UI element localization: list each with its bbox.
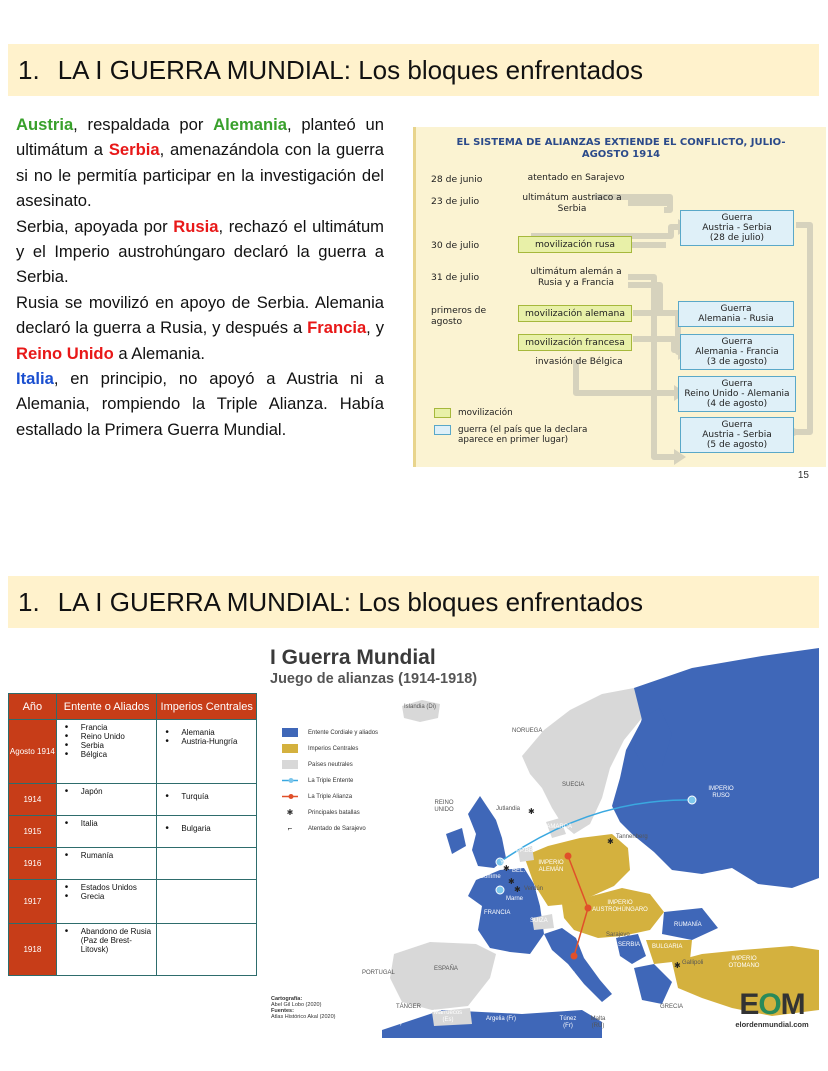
label-imperio-ruso: IMPERIO RUSO [708,786,734,799]
table-cell-central [157,880,257,924]
header-year: Año [9,694,57,720]
event-sarajevo: atentado en Sarajevo [527,173,625,183]
label-serbia: SERBIA [618,942,641,948]
header-entente: Entente o Aliados [56,694,157,720]
label-marruecos-fr: Marruecos (Fr) [362,1020,402,1026]
war-box [680,334,794,370]
label-gallipoli: Gallipoli [682,960,704,966]
diagram-title: EL SISTEMA DE ALIANZAS EXTIENDE EL CONFLICTO, JULIO-AGOSTO 1914 [456,137,786,160]
credit-cartografia-label: Cartografía: [271,996,303,1002]
war-detail: Alemania - Rusia [698,314,774,324]
table-cell-entente [56,816,157,848]
country-italia: Italia [16,369,54,389]
table-cell-central [157,848,257,880]
legend-label: guerra (el país que la declara aparece en primer lugar) [458,425,588,445]
event-invasion-belgica: invasión de Bélgica [535,357,623,367]
table-cell-year: 1915 [9,816,57,848]
label-suecia: SUECIA [562,782,585,788]
legend-neutral [282,760,353,769]
header-central: Imperios Centrales [157,694,257,720]
label-noruega: NORUEGA [512,728,543,734]
country-list [57,816,157,828]
ireland-shape [446,828,466,854]
label-austrohungaro: IMPERIO AUSTROHÚNGARO [592,900,648,913]
table-cell-year: 1916 [9,848,57,880]
country-list-item: • Austria-Hungría [161,737,256,746]
legend-label: Atentado de Sarajevo [308,825,366,832]
label-italia: ITALIA [558,972,576,978]
table-row [9,924,257,976]
eom-logo-text: EOM [739,988,805,1021]
date-30-julio: 30 de julio [431,240,480,251]
paragraph-4 [16,366,384,442]
war-box [680,417,794,453]
war-name: Guerra [721,379,753,389]
label-sarajevo: Sarajevo [606,932,630,938]
country-list [57,924,157,954]
legend-label: Principales batallas [308,809,360,816]
text-run: , rechazó el ultimátum y el Imperio austrohúngaro declaró la guerra a Serbia. [16,216,384,287]
slide-1-title: LA I GUERRA MUNDIAL: Los bloques enfrentados [57,54,643,85]
text-run: , amenazándola con la guerra si no le permitía participar en la investigación del asesinato. [16,140,384,211]
alliance-diagram [413,127,826,467]
legend-swatch [282,760,298,769]
map-credits [271,996,336,1020]
country-list [57,848,157,860]
country-list-item: • Reino Unido [61,732,157,741]
country-list-item: • Francia [61,723,157,732]
legend-label: Imperios Centrales [308,745,359,752]
war-name: Guerra [721,420,753,430]
russia-shape [612,648,819,888]
label-verdun: Verdún [524,886,544,892]
country-list-item: • Grecia [61,892,157,901]
legend-triple-entente [282,776,353,785]
country-francia: Francia [307,318,367,338]
entente-node-russia [688,796,696,804]
legend-triple-alliance [282,792,352,801]
mobilization-alemana: movilización alemana [518,305,632,322]
slide-1-title-number: 1. [18,54,40,85]
country-list-item: • Bulgaria [161,824,256,833]
slide-1-title-bar [8,44,819,96]
war-detail: Austria - Serbia [702,430,772,440]
war-detail: Reino Unido - Alemania [684,389,790,399]
label-marruecos-es: Marruecos (Es) [433,1010,463,1023]
table-cell-entente [56,848,157,880]
paragraph-3 [16,290,384,366]
paragraph-1 [16,112,384,214]
label-imperio-otomano: IMPERIO OTOMANO [728,956,760,969]
label-malta: Malta (RU) [590,1016,606,1029]
country-rusia: Rusia [173,216,219,236]
alliances-map [262,638,819,1038]
date-31-julio: 31 de julio [431,272,480,283]
pistol-icon: ⌐ [287,824,293,833]
country-list [157,784,256,801]
greece-shape [634,964,672,1004]
country-list [157,720,256,746]
table-row [9,720,257,784]
text-run: a Alemania. [113,343,206,363]
war-box [678,376,796,412]
table-cell-entente [56,924,157,976]
table-cell-entente [56,720,157,784]
legend-swatch [434,425,451,435]
country-list-item: • Alemania [161,728,256,737]
country-list [57,720,157,759]
label-francia: FRANCIA [484,910,511,916]
war-date: (28 de julio) [709,233,765,243]
date-28-junio: 28 de junio [431,174,483,185]
table-cell-year: 1914 [9,784,57,816]
legend-swatch [282,744,298,753]
serbia-shape [616,934,646,964]
label-espana: ESPAÑA [434,966,458,972]
country-list-item: • Bélgica [61,750,157,759]
legend-label: La Triple Alianza [308,793,353,800]
text-run: , respaldada por [73,115,214,134]
slide-1-body-text [16,112,384,442]
mobilization-rusa: movilización rusa [518,236,632,253]
country-list-item: • Turquía [161,792,256,801]
legend-war [434,425,594,445]
label-jutlandia: Jutlandia [496,806,521,812]
country-list-item: • Japón [61,787,157,796]
label-islandia: Islandia (Di) [403,704,436,710]
label-tanger: TÁNGER [396,1004,422,1010]
country-list-item: • Rumanía [61,851,157,860]
war-box [678,301,794,327]
war-box [680,210,794,246]
legend-line-icon [282,792,298,801]
legend-entente [282,728,378,737]
paragraph-2 [16,214,384,290]
eom-logo [728,990,816,1029]
credit-fuentes: Atlas Histórico Akal (2020) [271,1014,336,1020]
table-cell-entente [56,880,157,924]
date-primeros-agosto: primeros de agosto [431,305,487,327]
table-cell-central [157,720,257,784]
slide-2-title: LA I GUERRA MUNDIAL: Los bloques enfrentados [57,586,643,617]
event-ultimatum-aleman: ultimátum alemán a Rusia y a Francia [530,267,622,288]
legend-sarajevo [282,824,366,833]
label-portugal: PORTUGAL [362,970,395,976]
page-number: 15 [797,470,809,481]
battle-icon: ✱ [674,961,681,970]
legend-label: Entente Cordiale y aliados [308,729,379,736]
country-list [57,880,157,901]
label-marne: Marne [506,896,524,902]
table-row [9,848,257,880]
europe-map [262,638,819,1038]
legend-swatch [282,728,298,737]
entente-node-france [496,886,504,894]
war-date: (3 de agosto) [706,357,768,367]
credit-fuentes-label: Fuentes: [271,1008,294,1014]
table-row [9,816,257,848]
label-grecia: GRECIA [660,1004,684,1010]
table-cell-entente [56,784,157,816]
country-list-item: • Estados Unidos [61,883,157,892]
country-list-item: • Italia [61,819,157,828]
battle-icon: ✱ [508,877,515,886]
label-ppbb: PP.BB. [516,848,535,854]
war-name: Guerra [721,213,753,223]
table-cell-central [157,924,257,976]
event-ultimatum-austria: ultimátum austriaco a Serbia [522,193,622,214]
text-run: Rusia se movilizó en apoyo de Serbia. Alemania declaró la guerra a Rusia, y después a [16,292,384,338]
label-ypres: Ypres [500,860,516,866]
country-list [57,784,157,796]
country-reino-unido: Reino Unido [16,343,114,363]
iberia-shape [390,942,496,1010]
country-list-item: • Abandono de Rusia (Paz de Brest-Litovsk) [61,927,157,954]
table-cell-central [157,784,257,816]
label-suiza: SUIZA [530,918,548,924]
slide-2-title-bar [8,576,819,628]
table-cell-year: 1918 [9,924,57,976]
alliance-node-italy [571,953,578,960]
label-imperio-aleman: IMPERIO ALEMÁN [538,860,564,873]
war-detail: Austria - Serbia [702,223,772,233]
battle-icon: ✱ [528,807,535,816]
mobilization-francesa: movilización francesa [518,334,632,351]
table-cell-central [157,816,257,848]
text-run: , en principio, no apoyó a Austria ni a Alemania, rompiendo la Triple Alianza. Había estallado la Primera Guerra Mundial. [16,369,384,439]
label-somme: Somme [480,874,501,880]
country-austria: Austria [16,115,74,134]
legend-line-icon [282,776,298,785]
alliances-table [8,693,257,976]
italy-shape [544,928,612,1002]
war-name: Guerra [721,337,753,347]
alliance-node-germany [565,853,572,860]
label-rumania: RUMANÍA [674,922,702,928]
table-row [9,880,257,924]
text-run: , y [366,318,384,338]
legend-label: La Triple Entente [308,777,354,784]
war-detail: Alemania - Francia [695,347,779,357]
label-tunez: Túnez (Fr) [559,1016,577,1029]
legend-battles [282,808,360,817]
war-name: Guerra [720,304,752,314]
country-alemania: Alemania [213,115,287,134]
table-row [9,784,257,816]
legend-swatch [434,408,451,418]
credit-cartografia: Abel Gil Lobo (2020) [271,1002,322,1008]
legend-label: movilización [458,408,513,418]
eom-url: elordenmundial.com [735,1020,809,1029]
label-bel: BEL. [512,868,526,874]
label-tannenberg: Tannenberg [616,834,648,840]
legend-central [282,744,358,753]
battle-icon: ✱ [607,837,614,846]
legend-mobilization [434,408,513,418]
date-23-julio: 23 de julio [431,196,480,207]
war-date: (4 de agosto) [706,399,768,409]
table-body [9,720,257,976]
text-run: , planteó un ultimátum a [16,115,384,160]
label-bulgaria: BULGARIA [652,944,683,950]
slide-1 [0,0,828,535]
label-dinamarca: DINAMARCA [536,824,573,830]
table-cell-year: 1917 [9,880,57,924]
diagram-legend [430,403,602,453]
battle-icon: ✱ [514,885,521,894]
slide-2-title-number: 1. [18,586,40,617]
battle-icon: ✱ [503,864,510,873]
legend-label: Países neutrales [308,761,353,768]
text-run: Serbia, apoyada por [16,216,174,236]
map-subtitle: Juego de alianzas (1914-1918) [270,671,478,687]
country-list-item: • Serbia [61,741,157,750]
table-header-row [9,694,257,720]
country-serbia: Serbia [108,140,160,160]
country-list [157,816,256,833]
war-date: (5 de agosto) [706,440,768,450]
label-reino-unido: REINO UNIDO [434,800,454,813]
battle-icon: ✱ [286,808,294,817]
table-cell-year: Agosto 1914 [9,720,57,784]
map-title: I Guerra Mundial [270,646,436,669]
eom-logo-o: O [758,988,781,1021]
label-argelia: Argelia (Fr) [486,1016,517,1022]
